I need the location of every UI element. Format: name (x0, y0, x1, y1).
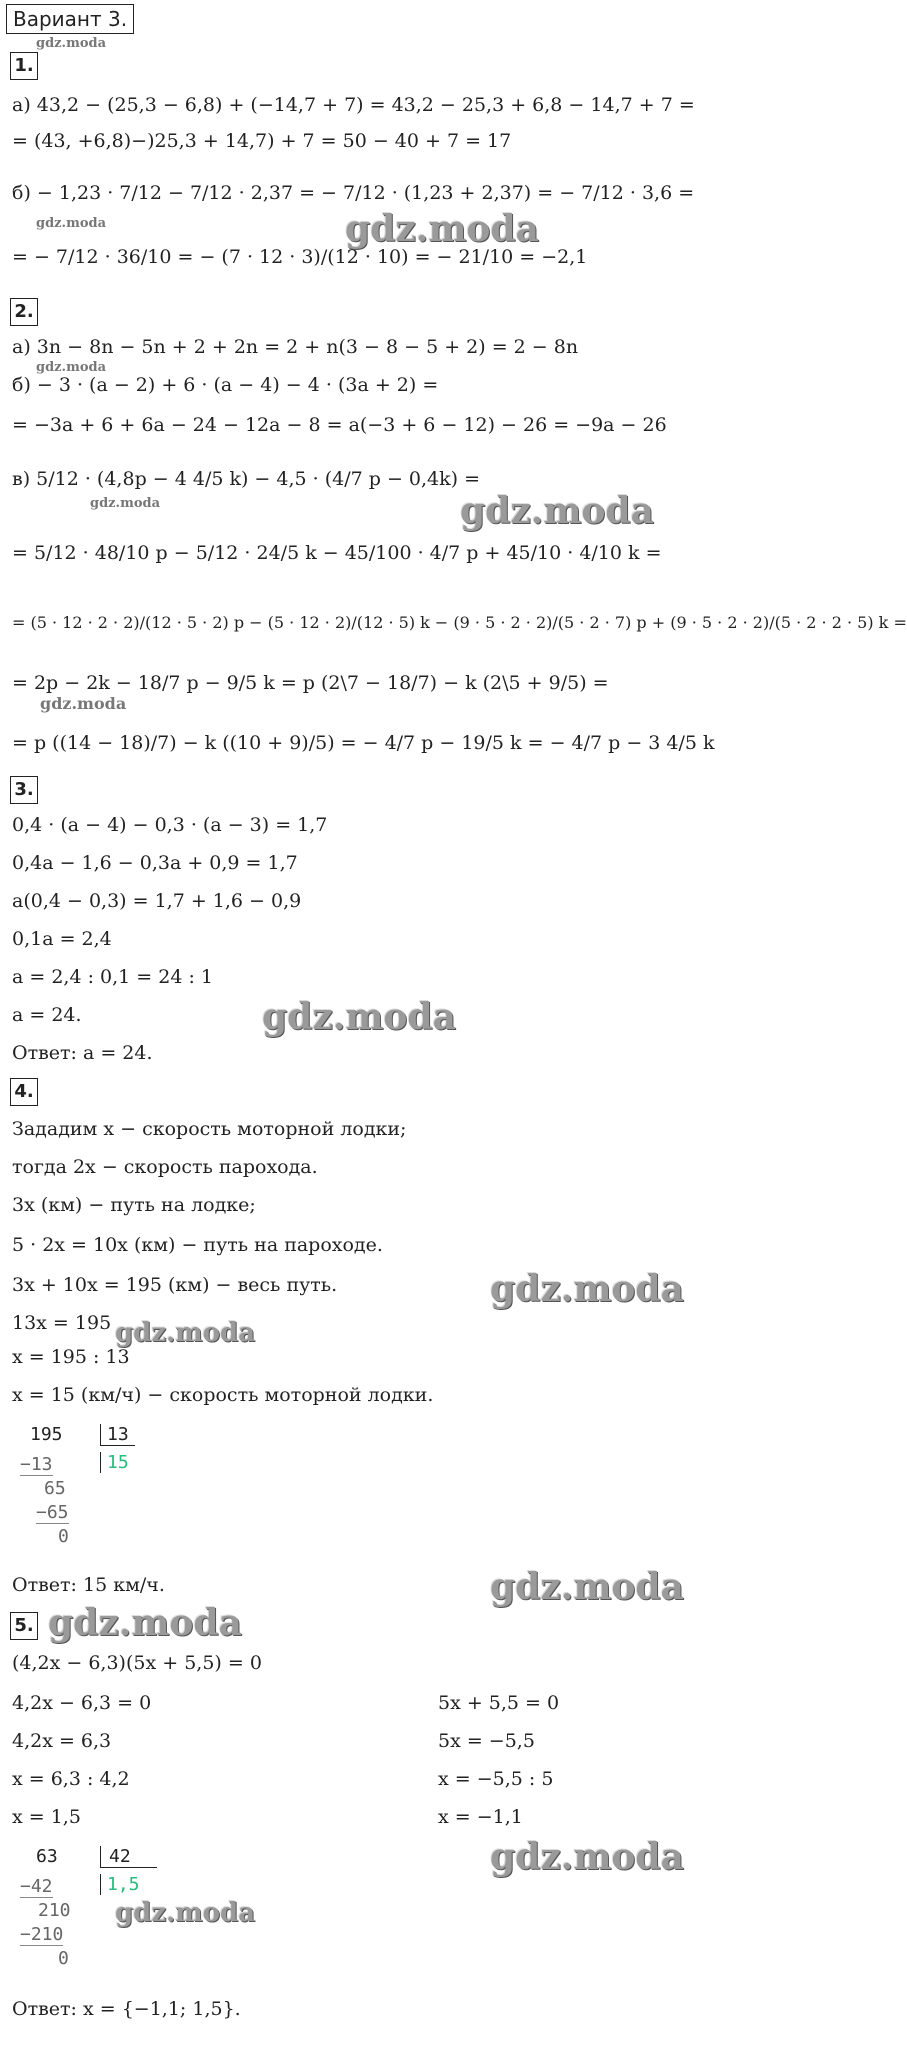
watermark: gdz.moda (490, 1836, 684, 1878)
task1-line-1: а) 43,2 − (25,3 − 6,8) + (−14,7 + 7) = 43,2 − 25,3 + 6,8 − 14,7 + 7 = (12, 94, 695, 116)
task5-equation: (4,2x − 6,3)(5x + 5,5) = 0 (12, 1652, 262, 1674)
task2-line-6: = (5 · 12 · 2 · 2)/(12 · 5 · 2) p − (5 · 12 · 2)/(12 · 5) k − (9 · 5 · 2 · 2)/(5 · 2 · 7) p + (9 · 5 · 2 · 2)/(5 · 2 · 2 · 5) k = (12, 613, 907, 632)
task2-line-8: = p ((14 − 18)/7) − k ((10 + 9)/5) = − 4/7 p − 19/5 k = − 4/7 p − 3 4/5 k (12, 732, 715, 754)
task3-answer: Ответ: a = 24. (12, 1042, 153, 1064)
task1-line-2: = (43, +6,8)−)25,3 + 14,7) + 7 = 50 − 40 + 7 = 17 (12, 130, 512, 152)
task1-line-4: = − 7/12 · 36/10 = − (7 · 12 · 3)/(12 · 10) = − 21/10 = −2,1 (12, 246, 588, 268)
task4-line-1: Зададим x − скорость моторной лодки; (12, 1118, 407, 1140)
division-step: −210 (20, 1924, 64, 1945)
division-step: 0 (58, 1948, 69, 1969)
watermark: gdz.moda (115, 1318, 256, 1348)
task5-left-2: 4,2x = 6,3 (12, 1730, 112, 1752)
division-step: 0 (58, 1526, 69, 1547)
division-step: −65 (36, 1502, 69, 1523)
task4-line-2: тогда 2x − скорость парохода. (12, 1156, 318, 1178)
divisor: 42 (100, 1846, 157, 1868)
task5-left-4: x = 1,5 (12, 1806, 81, 1828)
watermark: gdz.moda (460, 490, 654, 532)
task2-line-2: б) − 3 · (a − 2) + 6 · (a − 4) − 4 · (3a + 2) = (12, 374, 439, 396)
task4-line-6: 13x = 195 (12, 1312, 112, 1334)
task3-line-6: a = 24. (12, 1004, 82, 1026)
division-step: 65 (44, 1478, 66, 1499)
dividend: 63 (36, 1846, 58, 1867)
watermark: gdz.moda (490, 1566, 684, 1608)
task5-right-3: x = −5,5 : 5 (438, 1768, 554, 1790)
task4-line-5: 3x + 10x = 195 (км) − весь путь. (12, 1274, 338, 1296)
watermark: gdz.moda (48, 1602, 242, 1644)
task5-right-1: 5x + 5,5 = 0 (438, 1692, 560, 1714)
long-division-195-13 (20, 1424, 178, 1554)
task3-line-2: 0,4a − 1,6 − 0,3a + 0,9 = 1,7 (12, 852, 298, 874)
divisor: 13 (100, 1424, 135, 1446)
task-number-2: 2. (10, 298, 38, 326)
task5-left-3: x = 6,3 : 4,2 (12, 1768, 130, 1790)
division-step: 210 (38, 1900, 71, 1921)
task1-line-3: б) − 1,23 · 7/12 − 7/12 · 2,37 = − 7/12 · (1,23 + 2,37) = − 7/12 · 3,6 = (12, 182, 695, 204)
watermark: gdz.moda (490, 1268, 684, 1310)
task5-right-2: 5x = −5,5 (438, 1730, 535, 1752)
task5-answer: Ответ: x = {−1,1; 1,5}. (12, 1998, 241, 2020)
watermark: gdz.moda (36, 36, 107, 51)
task2-line-4: в) 5/12 · (4,8p − 4 4/5 k) − 4,5 · (4/7 p − 0,4k) = (12, 468, 481, 490)
task5-right-4: x = −1,1 (438, 1806, 523, 1828)
dividend: 195 (30, 1424, 63, 1445)
quotient: 15 (100, 1452, 135, 1473)
watermark: gdz.moda (36, 360, 107, 375)
variant-title: Вариант 3. (6, 4, 134, 34)
task4-answer: Ответ: 15 км/ч. (12, 1574, 165, 1596)
task-number-4: 4. (10, 1078, 38, 1106)
task2-line-7: = 2p − 2k − 18/7 p − 9/5 k = p (2\7 − 18/7) − k (2\5 + 9/5) = (12, 672, 609, 694)
task2-line-5: = 5/12 · 48/10 p − 5/12 · 24/5 k − 45/100 · 4/7 p + 45/10 · 4/10 k = (12, 542, 662, 564)
task4-line-4: 5 · 2x = 10x (км) − путь на пароходе. (12, 1234, 383, 1256)
task2-line-3: = −3a + 6 + 6a − 24 − 12a − 8 = a(−3 + 6 − 12) − 26 = −9a − 26 (12, 414, 667, 436)
task5-left-1: 4,2x − 6,3 = 0 (12, 1692, 152, 1714)
task2-line-1: а) 3n − 8n − 5n + 2 + 2n = 2 + n(3 − 8 − 5 + 2) = 2 − 8n (12, 336, 579, 358)
quotient: 1,5 (100, 1874, 146, 1895)
watermark: gdz.moda (36, 216, 107, 231)
task4-line-8: x = 15 (км/ч) − скорость моторной лодки. (12, 1384, 434, 1406)
task4-line-7: x = 195 : 13 (12, 1346, 130, 1368)
watermark: gdz.moda (262, 996, 456, 1038)
task4-line-3: 3x (км) − путь на лодке; (12, 1194, 256, 1216)
task-number-1: 1. (10, 52, 38, 80)
watermark: gdz.moda (345, 208, 539, 250)
watermark: gdz.moda (40, 694, 127, 713)
task3-line-3: a(0,4 − 0,3) = 1,7 + 1,6 − 0,9 (12, 890, 302, 912)
task3-line-1: 0,4 · (a − 4) − 0,3 · (a − 3) = 1,7 (12, 814, 328, 836)
division-step: −13 (20, 1454, 53, 1475)
task-number-3: 3. (10, 776, 38, 804)
task-number-5: 5. (10, 1612, 38, 1640)
division-step: −42 (20, 1876, 53, 1897)
task3-line-5: a = 2,4 : 0,1 = 24 : 1 (12, 966, 213, 988)
watermark: gdz.moda (90, 496, 161, 511)
task3-line-4: 0,1a = 2,4 (12, 928, 112, 950)
watermark: gdz.moda (115, 1898, 256, 1928)
